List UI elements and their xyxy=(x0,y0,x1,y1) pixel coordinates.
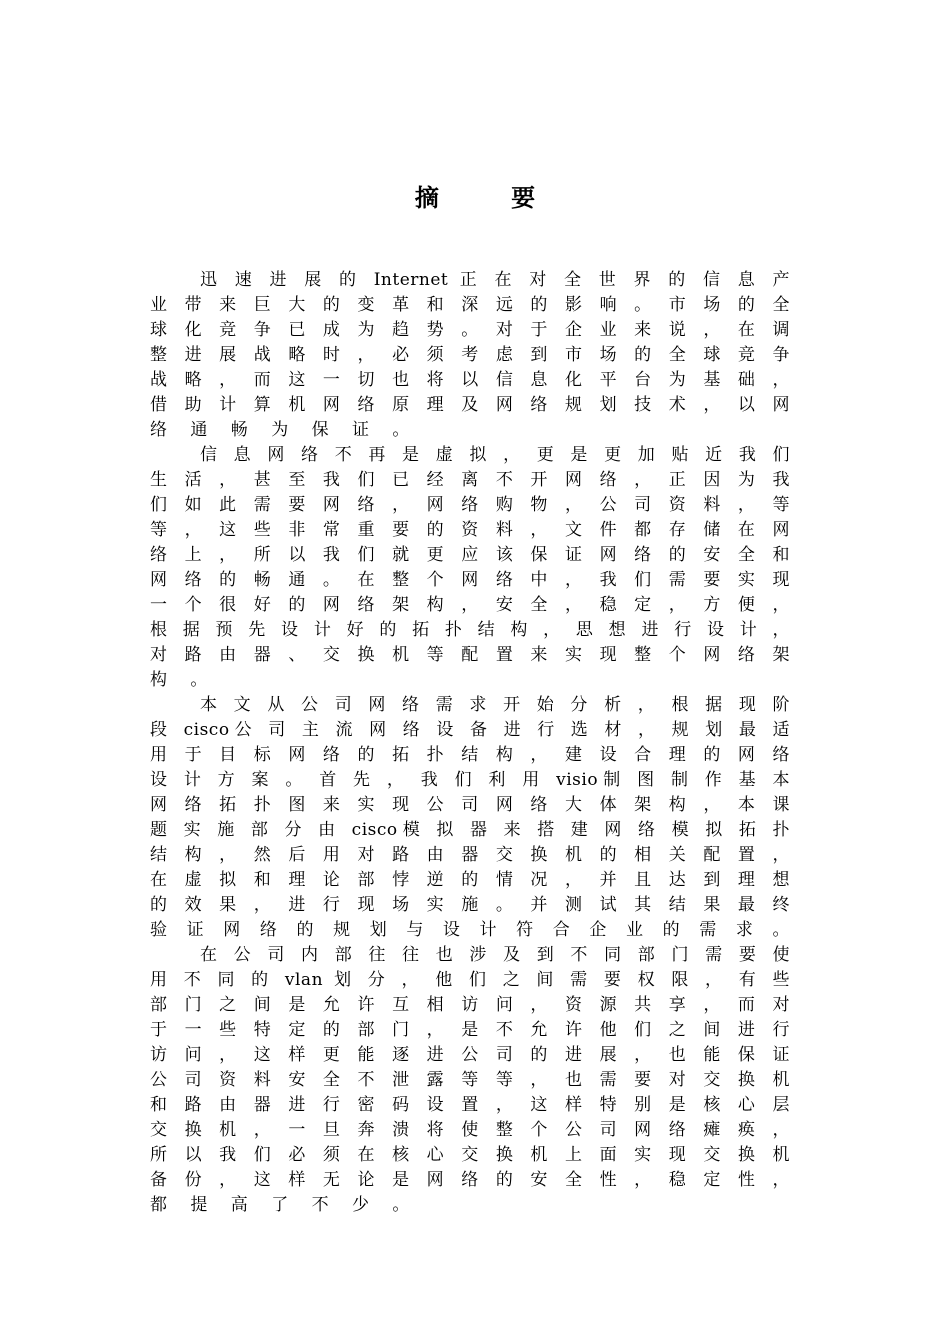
text-line: 借 助 计 算 机 网 络 原 理 及 网 络 规 划 技 术 ， 以 网 xyxy=(150,395,790,415)
text-line: 网 络 的 畅 通 。 在 整 个 网 络 中 ， 我 们 需 要 实 现 xyxy=(150,570,790,590)
text-line: 备 份 ， 这 样 无 论 是 网 络 的 安 全 性 ， 稳 定 性 ， xyxy=(150,1170,790,1190)
text-line: 所 以 我 们 必 须 在 核 心 交 换 机 上 面 实 现 交 换 机 xyxy=(150,1145,790,1165)
text-line: 本 文 从 公 司 网 络 需 求 开 始 分 析 ， 根 据 现 阶 xyxy=(200,695,790,715)
paragraph-3 xyxy=(150,693,790,943)
text-line: 网 络 拓 扑 图 来 实 现 公 司 网 络 大 体 架 构 ， 本 课 xyxy=(150,795,790,815)
text-line: 段 cisco公 司 主 流 网 络 设 备 进 行 选 材 ， 规 划 最 适 xyxy=(150,720,790,740)
text-line: 业 带 来 巨 大 的 变 革 和 深 远 的 影 响 。 市 场 的 全 xyxy=(150,295,790,315)
text-line: 交 换 机 ， 一 旦 奔 溃 将 使 整 个 公 司 网 络 瘫 痪 ， xyxy=(150,1120,790,1140)
text-line: 迅 速 进 展 的 Internet 正 在 对 全 世 界 的 信 息 产 xyxy=(200,270,790,290)
text-line: 和 路 由 器 进 行 密 码 设 置 ， 这 样 特 别 是 核 心 层 xyxy=(150,1095,790,1115)
text-line: 的 效 果 ， 进 行 现 场 实 施 。 并 测 试 其 结 果 最 终 xyxy=(150,895,790,915)
text-line: 在 虚 拟 和 理 论 部 悖 逆 的 情 况 ， 并 且 达 到 理 想 xyxy=(150,870,790,890)
text-line: 用 于 目 标 网 络 的 拓 扑 结 构 ， 建 设 合 理 的 网 络 xyxy=(150,745,790,765)
paragraph-2 xyxy=(150,443,790,693)
text-line: 于 一 些 特 定 的 部 门 ， 是 不 允 许 他 们 之 间 进 行 xyxy=(150,1020,790,1040)
paragraph-1 xyxy=(150,268,790,443)
abstract-body xyxy=(150,268,790,1218)
text-line: 构 。 xyxy=(150,670,217,690)
text-line: 信 息 网 络 不 再 是 虚 拟 ， 更 是 更 加 贴 近 我 们 xyxy=(200,445,790,465)
text-line: 对 路 由 器 、 交 换 机 等 配 置 来 实 现 整 个 网 络 架 xyxy=(150,645,790,665)
text-line: 络 通 畅 为 保 证 。 xyxy=(150,420,419,440)
text-line: 设 计 方 案 。 首 先 ， 我 们 利 用 visio制 图 制 作 基 本 xyxy=(150,770,790,790)
text-line: 题 实 施 部 分 由 cisco模 拟 器 来 搭 建 网 络 模 拟 拓 扑 xyxy=(150,820,790,840)
text-line: 络 上 ， 所 以 我 们 就 更 应 该 保 证 网 络 的 安 全 和 xyxy=(150,545,790,565)
text-line: 都 提 高 了 不 少 。 xyxy=(150,1195,419,1215)
text-line: 公 司 资 料 安 全 不 泄 露 等 等 ， 也 需 要 对 交 换 机 xyxy=(150,1070,790,1090)
page-title: 摘 要 xyxy=(414,184,568,212)
text-line: 结 构 ， 然 后 用 对 路 由 器 交 换 机 的 相 关 配 置 ， xyxy=(150,845,790,865)
text-line: 等 ， 这 些 非 常 重 要 的 资 料 ， 文 件 都 存 储 在 网 xyxy=(150,520,790,540)
text-line: 球 化 竞 争 已 成 为 趋 势 。 对 于 企 业 来 说 ， 在 调 xyxy=(150,320,790,340)
text-line: 一 个 很 好 的 网 络 架 构 ， 安 全 ， 稳 定 ， 方 便 ， xyxy=(150,595,790,615)
text-line: 访 问 ， 这 样 更 能 逐 进 公 司 的 进 展 ， 也 能 保 证 xyxy=(150,1045,790,1065)
text-line: 整 进 展 战 略 时 ， 必 须 考 虑 到 市 场 的 全 球 竞 争 xyxy=(150,345,790,365)
text-line: 生 活 ， 甚 至 我 们 已 经 离 不 开 网 络 ， 正 因 为 我 xyxy=(150,470,790,490)
paragraph-4 xyxy=(150,943,790,1218)
text-line: 们 如 此 需 要 网 络 ， 网 络 购 物 ， 公 司 资 料 ， 等 xyxy=(150,495,790,515)
text-line: 验 证 网 络 的 规 划 与 设 计 符 合 企 业 的 需 求 。 xyxy=(150,920,790,940)
text-line: 在 公 司 内 部 往 往 也 涉 及 到 不 同 部 门 需 要 使 xyxy=(200,945,790,965)
text-line: 根 据 预 先 设 计 好 的 拓 扑 结 构 ， 思 想 进 行 设 计 ， xyxy=(150,620,790,640)
text-line: 部 门 之 间 是 允 许 互 相 访 问 ， 资 源 共 享 ， 而 对 xyxy=(150,995,790,1015)
text-line: 战 略 ， 而 这 一 切 也 将 以 信 息 化 平 台 为 基 础 ， xyxy=(150,370,790,390)
text-line: 用 不 同 的 vlan 划 分 ， 他 们 之 间 需 要 权 限 ， 有 些 xyxy=(150,970,790,990)
